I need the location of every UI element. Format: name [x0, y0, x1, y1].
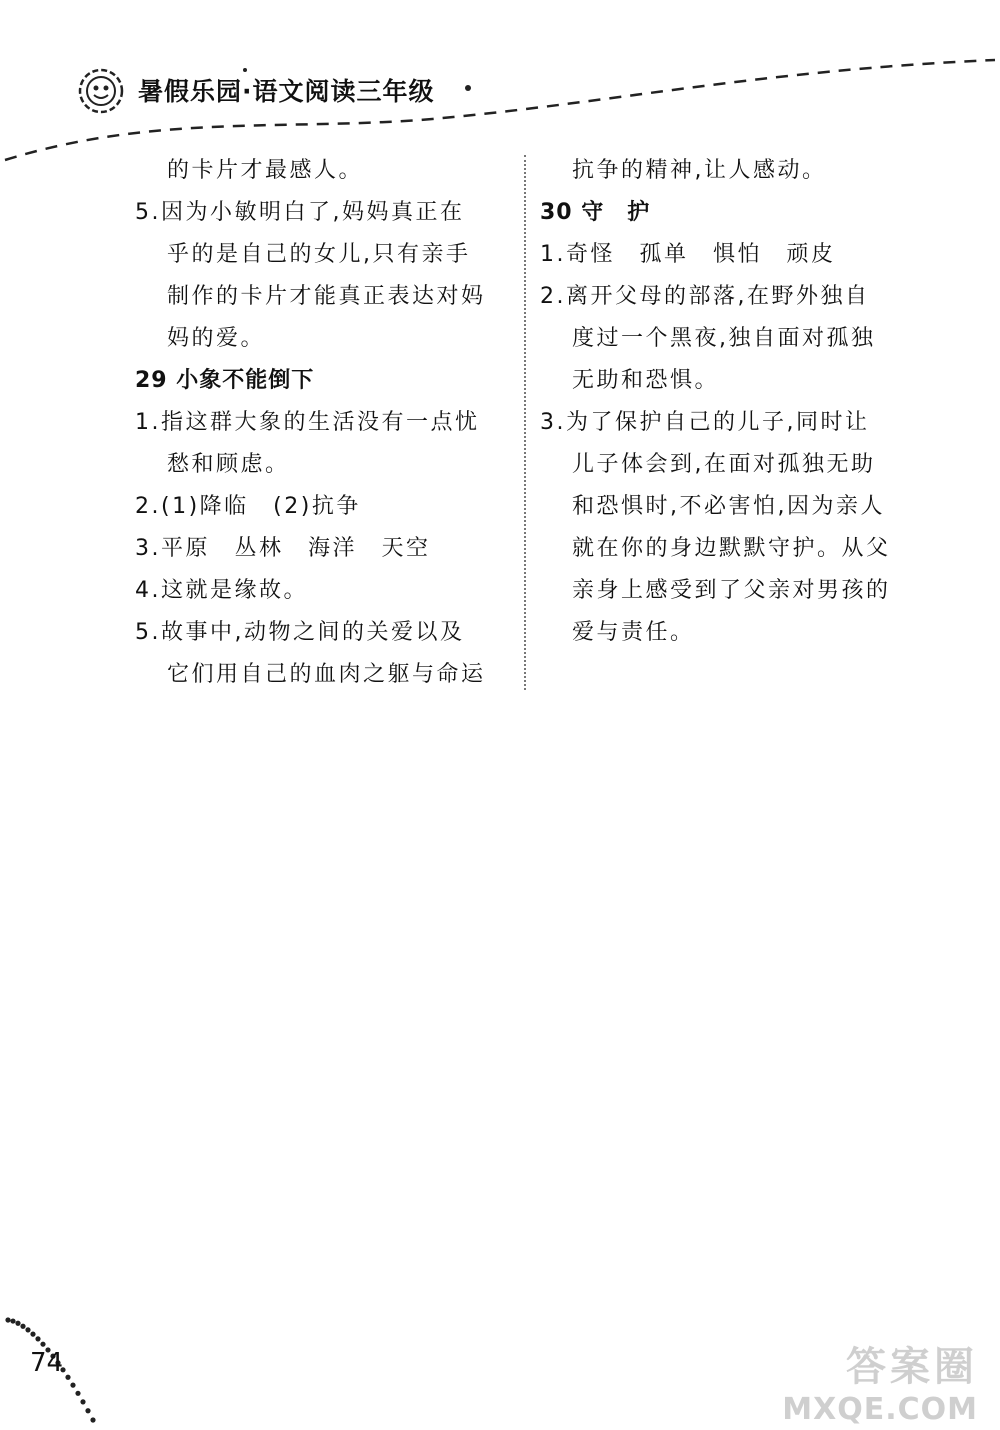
answer-line: 的卡片才最感人。 [167, 158, 364, 183]
answer-line: 儿子体会到,在面对孤独无助 [572, 452, 876, 477]
decoration-dot [75, 1391, 80, 1396]
page-number: 74 [30, 1348, 64, 1378]
answer-line: 1.奇怪 孤单 惧怕 顽皮 [540, 242, 836, 267]
answer-line: 亲身上感受到了父亲对男孩的 [572, 578, 891, 603]
section-heading: 30 守 护 [540, 200, 651, 225]
answer-line: 1.指这群大象的生活没有一点忧 [135, 410, 480, 435]
answer-line: 愁和顾虑。 [167, 452, 290, 477]
decoration-dot [80, 1399, 85, 1404]
decoration-dot [30, 1332, 35, 1337]
answer-line: 2.离开父母的部落,在野外独自 [540, 284, 870, 309]
watermark-top-text: 答案圈 [846, 1344, 978, 1390]
book-title: 暑假乐园·语文阅读三年级 [138, 77, 435, 106]
decoration-dot [35, 1336, 40, 1341]
answer-line: 就在你的身边默默守护。从父 [572, 536, 891, 561]
decoration-dot [65, 1375, 70, 1380]
answer-line: 爱与责任。 [572, 620, 695, 645]
answer-line: 妈的爱。 [167, 326, 266, 351]
flower-face-icon [78, 68, 124, 114]
left-column [135, 150, 520, 696]
section-heading: 29 小象不能倒下 [135, 368, 315, 393]
right-column [540, 150, 920, 654]
answer-line: 3.为了保护自己的儿子,同时让 [540, 410, 870, 435]
answer-line: 乎的是自己的女儿,只有亲手 [167, 242, 471, 267]
answer-line: 抗争的精神,让人感动。 [572, 158, 827, 183]
decoration-dot [10, 1318, 15, 1323]
answer-line: 3.平原 丛林 海洋 天空 [135, 536, 431, 561]
decoration-dot [70, 1383, 75, 1388]
decoration-dot [40, 1342, 45, 1347]
watermark-logo [782, 1335, 978, 1427]
answer-line: 度过一个黑夜,独自面对孤独 [572, 326, 876, 351]
decoration-dot [5, 1317, 10, 1322]
answer-line: 5.故事中,动物之间的关爱以及 [135, 620, 465, 645]
watermark-bottom-text: MXQE.COM [782, 1392, 978, 1427]
answer-line: 它们用自己的血肉之躯与命运 [167, 662, 486, 687]
decoration-dot [20, 1324, 25, 1329]
answer-line: 无助和恐惧。 [572, 368, 720, 393]
answer-line: 5.因为小敏明白了,妈妈真正在 [135, 200, 465, 225]
decoration-dot [85, 1408, 90, 1413]
answer-line: 和恐惧时,不必害怕,因为亲人 [572, 494, 885, 519]
decoration-dot [25, 1327, 30, 1332]
answer-line: 4.这就是缘故。 [135, 578, 308, 603]
answer-line: 2.(1)降临 (2)抗争 [135, 494, 361, 519]
decoration-dot [90, 1417, 95, 1422]
decoration-dot [15, 1321, 20, 1326]
column-divider [524, 155, 526, 690]
answer-line: 制作的卡片才能真正表达对妈 [167, 284, 486, 309]
